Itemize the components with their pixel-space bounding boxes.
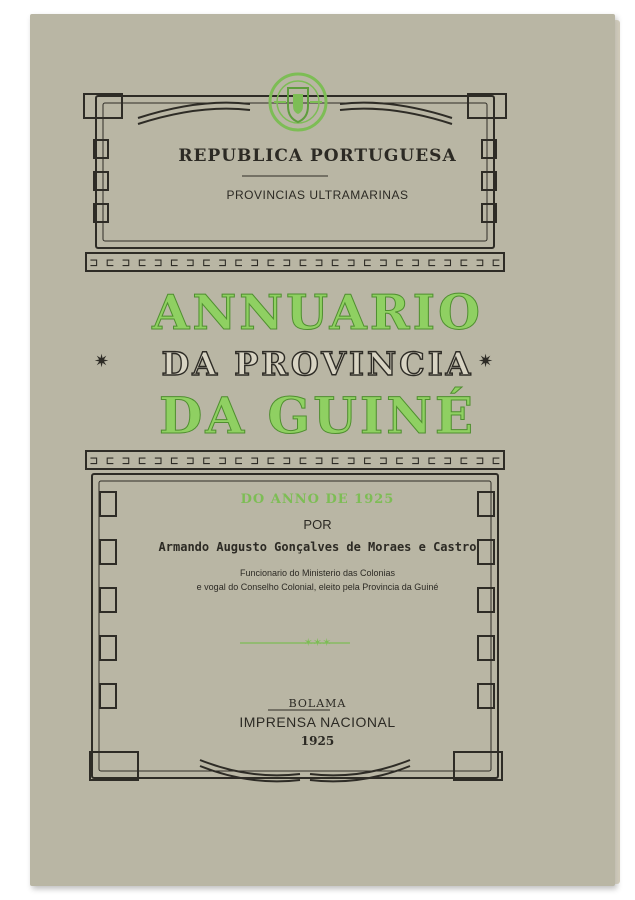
year-line: DO ANNO DE 1925 (240, 492, 395, 507)
svg-text:⊐⊏⊐⊏⊐⊏⊐⊏⊐⊏⊐⊏⊐⊏⊐⊏⊐⊏⊐⊏⊐⊏⊐⊏⊐⊏: ⊐⊏⊐⊏⊐⊏⊐⊏⊐⊏⊐⊏⊐⊏⊐⊏⊐⊏⊐⊏⊐⊏⊐⊏⊐⊏ (90, 256, 500, 271)
por-text: POR (303, 517, 332, 532)
place-text: BOLAMA (288, 697, 347, 710)
author-role-2: e vogal do Conselho Colonial, eleito pela Provincia da Guiné (196, 582, 439, 592)
flourish-star-icon: ✷ (478, 351, 494, 372)
title-line-3: DA GUINÉ (158, 386, 477, 445)
author-role-1: Funcionario do Ministerio das Colonias (239, 568, 396, 578)
svg-text:⊐⊏⊐⊏⊐⊏⊐⊏⊐⊏⊐⊏⊐⊏⊐⊏⊐⊏⊐⊏⊐⊏⊐⊏⊐⊏: ⊐⊏⊐⊏⊐⊏⊐⊏⊐⊏⊐⊏⊐⊏⊐⊏⊐⊏⊐⊏⊐⊏⊐⊏⊐⊏ (90, 454, 500, 469)
title-line-1: ANNUARIO (152, 285, 483, 341)
header-text: REPUBLICA PORTUGUESA (178, 146, 457, 166)
coat-of-arms-icon (264, 70, 332, 134)
publisher-text: IMPRENSA NACIONAL (239, 714, 396, 730)
divider-ornament: ✶✶✶ (303, 636, 332, 649)
publication-year: 1925 (300, 734, 335, 748)
title-line-2: DA PROVINCIA (161, 345, 474, 383)
flourish-star-icon: ✷ (94, 351, 110, 372)
author-name: Armando Augusto Gonçalves de Moraes e Castro (158, 540, 477, 554)
subheader-text: PROVINCIAS ULTRAMARINAS (226, 188, 409, 202)
